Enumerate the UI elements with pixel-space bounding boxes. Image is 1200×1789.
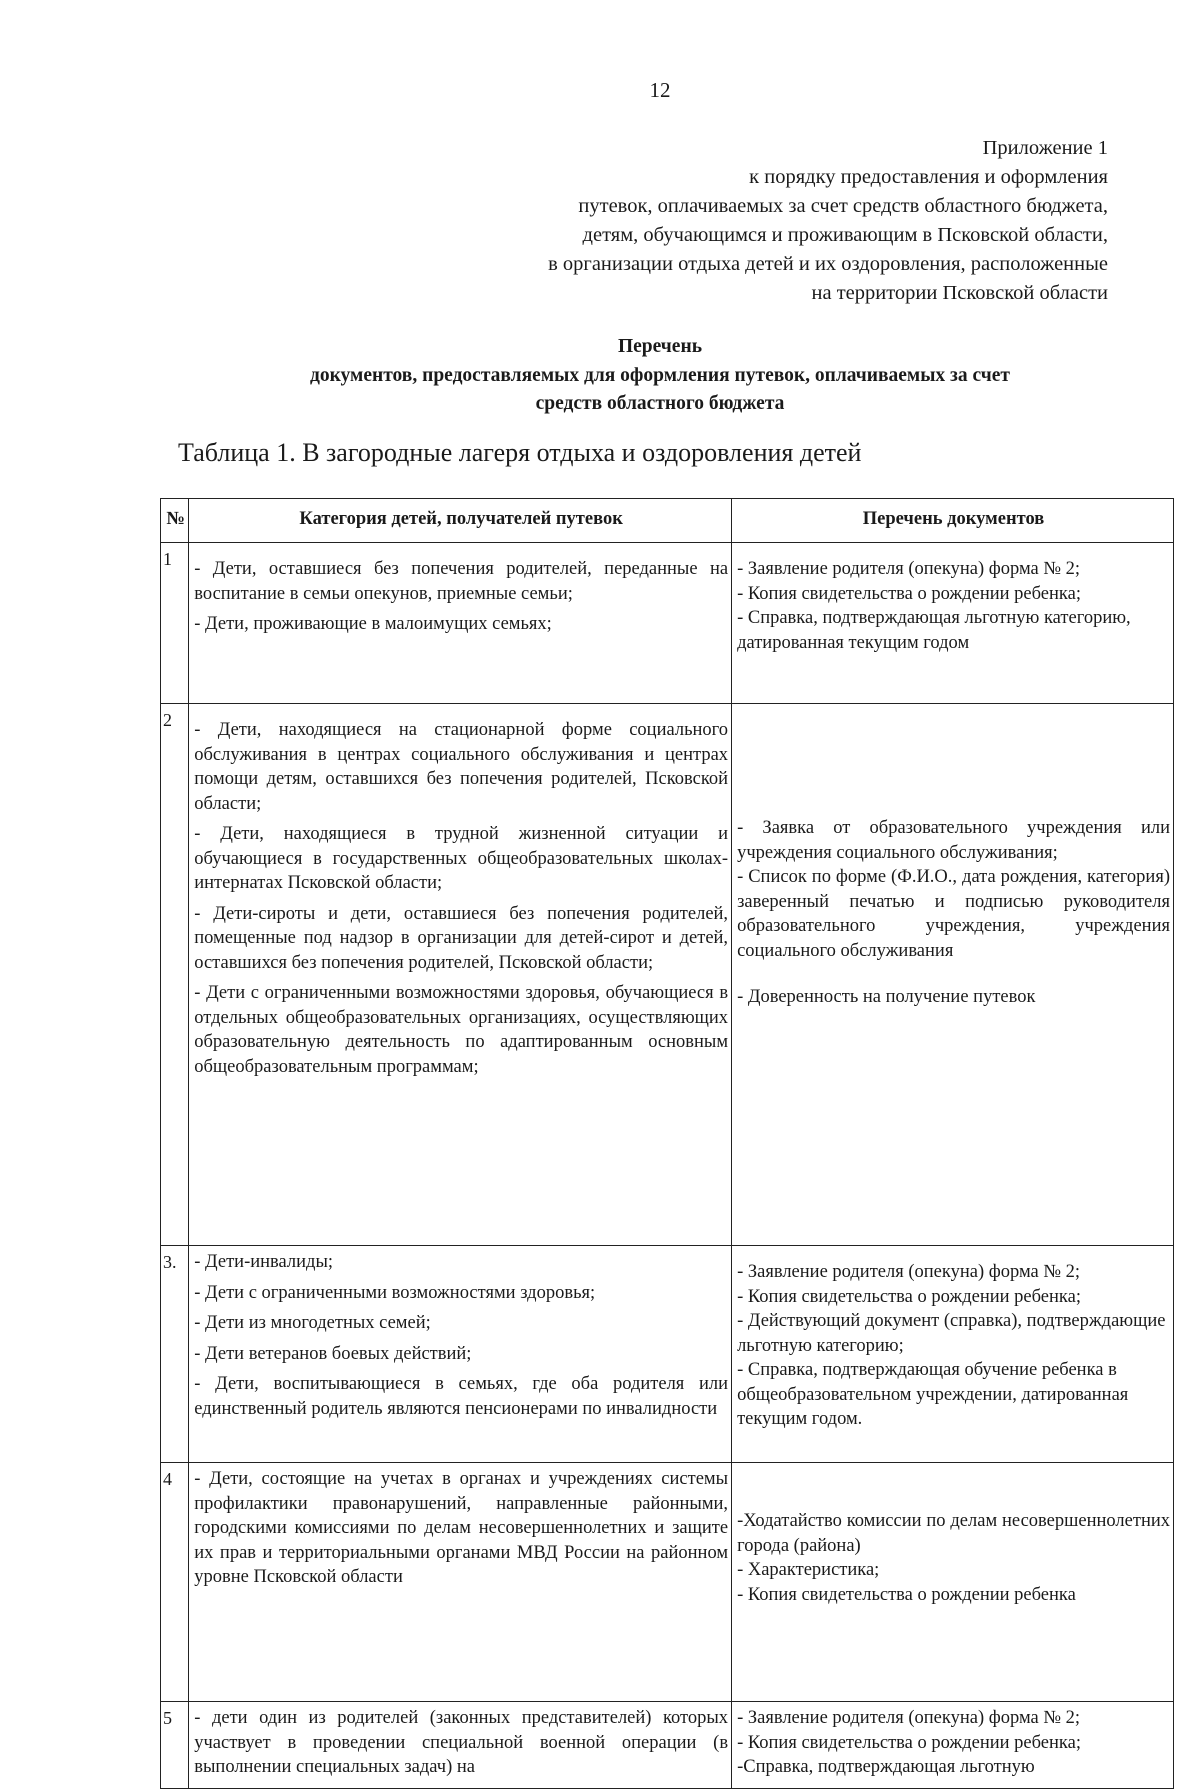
document-item: - Заявление родителя (опекуна) форма № 2; bbox=[737, 1262, 1081, 1282]
document-item: -Ходатайство комиссии по делам несовершеннолетних города (района) bbox=[737, 1511, 1170, 1556]
appendix-note bbox=[548, 134, 1108, 308]
document-subtitle-line-1: документов, предоставляемых для оформления путевок, оплачиваемых за счет bbox=[309, 365, 1011, 386]
table-header-row bbox=[161, 499, 1174, 543]
documents-cell bbox=[732, 543, 1174, 704]
appendix-line: Приложение 1 bbox=[982, 137, 1108, 159]
document-item: - Копия свидетельства о рождении ребенка; bbox=[737, 1732, 1081, 1753]
header-category: Категория детей, получателей путевок bbox=[189, 499, 732, 543]
document-item: - Список по форме (Ф.И.О., дата рождения, категория) заверенный печатью и подписью руководителя образовательного учреждения, учреждения социального обслуживания bbox=[737, 867, 1170, 961]
category-cell bbox=[189, 1702, 732, 1789]
category-cell bbox=[189, 1246, 732, 1463]
row-number: 3. bbox=[161, 1246, 189, 1463]
category-item: - Дети ветеранов боевых действий; bbox=[194, 1343, 472, 1364]
row-number: 2 bbox=[161, 704, 189, 1246]
document-item: - Действующий документ (справка), подтверждающие льготную категорию; bbox=[737, 1311, 1166, 1356]
category-item: - Дети из многодетных семей; bbox=[194, 1313, 431, 1333]
category-item: - Дети-инвалиды; bbox=[194, 1252, 334, 1272]
category-cell bbox=[189, 704, 732, 1246]
document-item: - Справка, подтверждающая льготную категорию, датированная текущим годом bbox=[737, 608, 1131, 653]
document-subtitle-line-2: средств областного бюджета bbox=[535, 393, 785, 414]
appendix-line: детям, обучающимся и проживающим в Псковской области, bbox=[582, 224, 1108, 246]
category-item: - Дети с ограниченными возможностями здоровья; bbox=[194, 1282, 596, 1303]
category-item: - Дети, находящиеся на стационарной форме социального обслуживания в центрах социального обслуживания и центрах помощи детям, оставшихся без попечения родителей, Псковской области; bbox=[194, 720, 729, 814]
document-item: - Заявление родителя (опекуна) форма № 2; bbox=[737, 559, 1081, 579]
document-item: - Доверенность на получение путевок bbox=[737, 987, 1036, 1007]
table-row bbox=[161, 704, 1174, 1246]
documents-cell bbox=[732, 1702, 1174, 1789]
category-item: - Дети, воспитывающиеся в семьях, где оба родителя или единственный родитель являются пенсионерами по инвалидности bbox=[194, 1374, 729, 1419]
category-item: - дети один из родителей (законных представителей) которых участвует в проведении специальной военной операции (в выполнении специальных задач) на bbox=[194, 1708, 729, 1777]
document-item: -Справка, подтверждающая льготную bbox=[737, 1757, 1035, 1777]
category-item: - Дети, находящиеся в трудной жизненной ситуации и обучающиеся в государственных общеобразовательных школах-интернатах Псковской области; bbox=[194, 824, 729, 893]
row-number: 5 bbox=[161, 1702, 189, 1789]
document-item: - Копия свидетельства о рождении ребенка bbox=[737, 1584, 1076, 1605]
category-cell bbox=[189, 543, 732, 704]
documents-cell bbox=[732, 704, 1174, 1246]
header-documents: Перечень документов bbox=[732, 499, 1174, 543]
document-item: - Копия свидетельства о рождении ребенка; bbox=[737, 1286, 1081, 1307]
documents-cell bbox=[732, 1463, 1174, 1702]
row-number: 1 bbox=[161, 543, 189, 704]
appendix-line: в организации отдыха детей и их оздоровления, расположенные bbox=[548, 253, 1108, 275]
category-cell bbox=[189, 1463, 732, 1702]
document-item: - Заявление родителя (опекуна) форма № 2; bbox=[737, 1708, 1081, 1728]
documents-cell bbox=[732, 1246, 1174, 1463]
document-item: - Справка, подтверждающая обучение ребенка в общеобразовательном учреждении, датированная текущим годом. bbox=[737, 1360, 1129, 1429]
documents-table bbox=[160, 498, 1174, 1789]
document-item: - Характеристика; bbox=[737, 1560, 880, 1580]
category-item: - Дети с ограниченными возможностями здоровья, обучающиеся в отдельных общеобразовательных организациях, осуществляющих образовательную деятельность по адаптированным основным общеобразовательным программам; bbox=[194, 983, 729, 1077]
document-item: - Заявка от образовательного учреждения или учреждения социального обслуживания; bbox=[737, 818, 1170, 863]
document-item: - Копия свидетельства о рождении ребенка; bbox=[737, 583, 1081, 604]
table-row bbox=[161, 1463, 1174, 1702]
header-number: № bbox=[161, 499, 189, 543]
table-caption: Таблица 1. В загородные лагеря отдыха и оздоровления детей bbox=[178, 438, 862, 467]
page-number: 12 bbox=[649, 78, 671, 102]
category-item: - Дети, состоящие на учетах в органах и учреждениях системы профилактики правонарушений, направленные районными, городскими комиссиями по делам несовершеннолетних и защите их прав и территориальными органами МВД России на районном уровне Псковской области bbox=[194, 1469, 729, 1587]
appendix-line: на территории Псковской области bbox=[811, 282, 1108, 304]
category-item: - Дети-сироты и дети, оставшиеся без попечения родителей, помещенные под надзор в организации для детей-сирот и детей, оставшихся без попечения родителей, Псковской области; bbox=[194, 903, 729, 973]
category-item: - Дети, проживающие в малоимущих семьях; bbox=[194, 614, 552, 634]
table-row bbox=[161, 543, 1174, 704]
table-row bbox=[161, 1702, 1174, 1789]
appendix-line: путевок, оплачиваемых за счет средств областного бюджета, bbox=[578, 195, 1108, 217]
row-number: 4 bbox=[161, 1463, 189, 1702]
table-row bbox=[161, 1246, 1174, 1463]
appendix-line: к порядку предоставления и оформления bbox=[749, 166, 1108, 188]
category-item: - Дети, оставшиеся без попечения родителей, переданные на воспитание в семьи опекунов, приемные семьи; bbox=[194, 559, 729, 604]
document-title: Перечень bbox=[617, 336, 703, 357]
